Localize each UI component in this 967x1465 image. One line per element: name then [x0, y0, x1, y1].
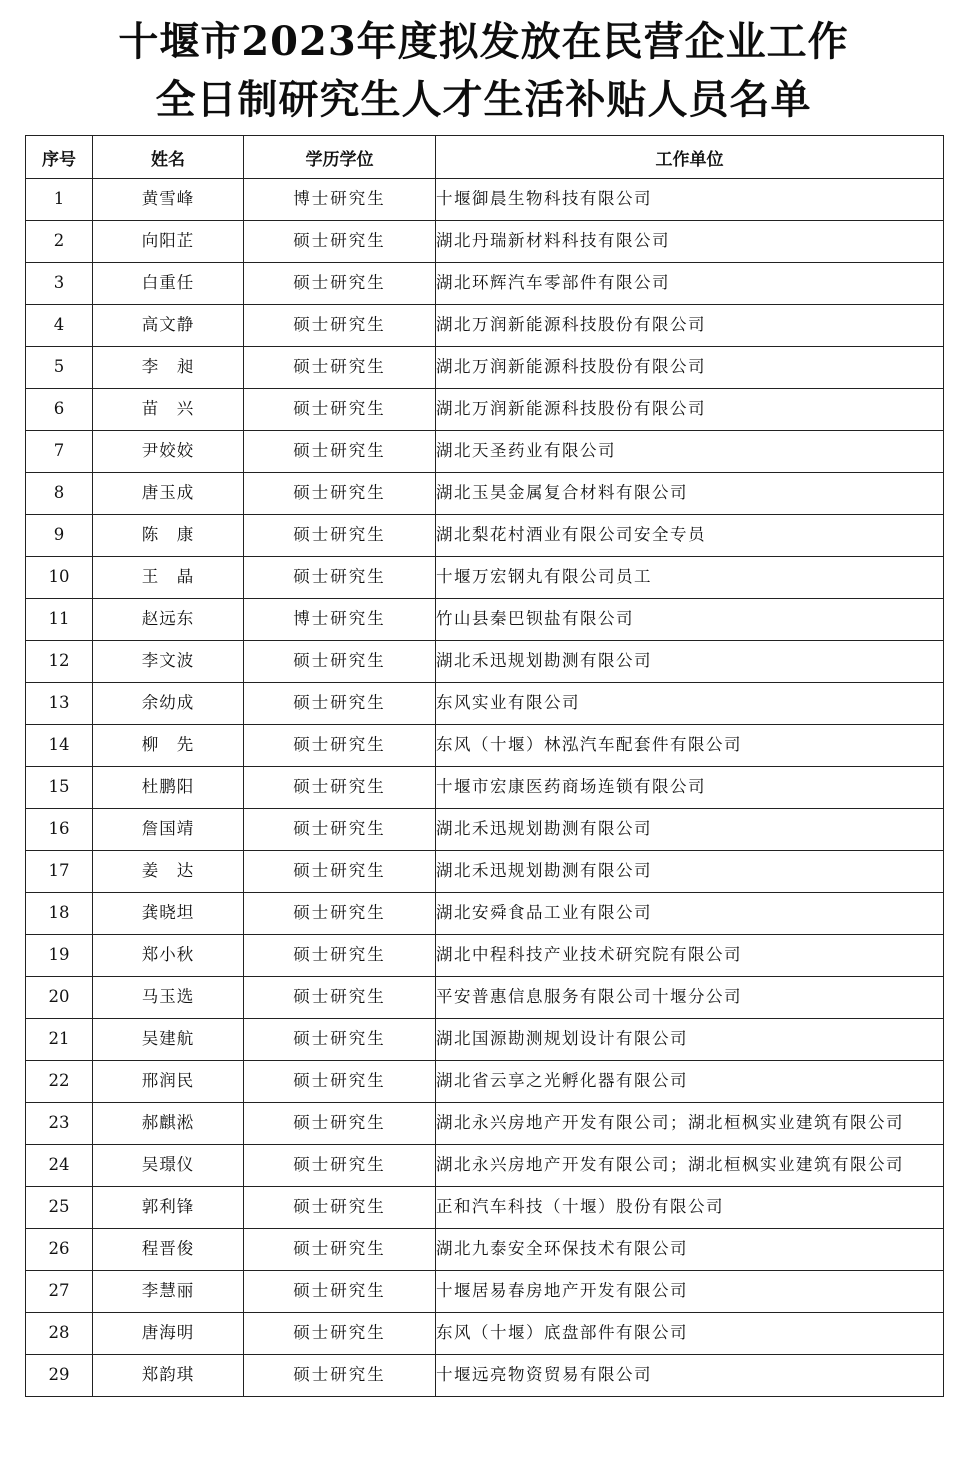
serial-number-cell: 22 — [26, 1061, 93, 1103]
name-cell: 唐海明 — [93, 1313, 244, 1355]
serial-number-cell: 8 — [26, 473, 93, 515]
serial-number-cell: 16 — [26, 809, 93, 851]
serial-number-cell: 5 — [26, 347, 93, 389]
degree-cell: 硕士研究生 — [244, 767, 436, 809]
table-row — [26, 851, 944, 893]
serial-number-cell: 17 — [26, 851, 93, 893]
serial-number-cell: 9 — [26, 515, 93, 557]
table-row — [26, 1313, 944, 1355]
name-cell: 李慧丽 — [93, 1271, 244, 1313]
serial-number-cell: 6 — [26, 389, 93, 431]
degree-cell: 硕士研究生 — [244, 1019, 436, 1061]
employer-cell: 湖北丹瑞新材料科技有限公司 — [436, 221, 944, 263]
employer-cell: 湖北禾迅规划勘测有限公司 — [436, 641, 944, 683]
degree-cell: 硕士研究生 — [244, 389, 436, 431]
document-title-line-1: 十堰市2023年度拟发放在民营企业工作 — [118, 18, 849, 65]
name-cell: 郑小秋 — [93, 935, 244, 977]
serial-number-cell: 20 — [26, 977, 93, 1019]
degree-cell: 硕士研究生 — [244, 263, 436, 305]
name-cell: 黄雪峰 — [93, 179, 244, 221]
table-row — [26, 683, 944, 725]
name-cell: 尹姣姣 — [93, 431, 244, 473]
serial-number-cell: 13 — [26, 683, 93, 725]
table-row — [26, 305, 944, 347]
employer-cell: 竹山县秦巴钡盐有限公司 — [436, 599, 944, 641]
header-serial-number: 序号 — [26, 136, 93, 179]
employer-cell: 湖北万润新能源科技股份有限公司 — [436, 305, 944, 347]
table-row — [26, 389, 944, 431]
recipient-table — [25, 135, 944, 1397]
serial-number-cell: 28 — [26, 1313, 93, 1355]
table-row — [26, 767, 944, 809]
serial-number-cell: 19 — [26, 935, 93, 977]
table-row — [26, 893, 944, 935]
header-name: 姓名 — [93, 136, 244, 179]
serial-number-cell: 1 — [26, 179, 93, 221]
name-cell: 陈 康 — [93, 515, 244, 557]
name-cell: 李 昶 — [93, 347, 244, 389]
employer-cell: 正和汽车科技（十堰）股份有限公司 — [436, 1187, 944, 1229]
table-row — [26, 1229, 944, 1271]
degree-cell: 硕士研究生 — [244, 557, 436, 599]
employer-cell: 湖北禾迅规划勘测有限公司 — [436, 851, 944, 893]
name-cell: 李文波 — [93, 641, 244, 683]
serial-number-cell: 24 — [26, 1145, 93, 1187]
name-cell: 詹国靖 — [93, 809, 244, 851]
name-cell: 程晋俊 — [93, 1229, 244, 1271]
table-row — [26, 263, 944, 305]
table-row — [26, 599, 944, 641]
serial-number-cell: 12 — [26, 641, 93, 683]
table-row — [26, 725, 944, 767]
employer-cell: 湖北省云享之光孵化器有限公司 — [436, 1061, 944, 1103]
degree-cell: 硕士研究生 — [244, 1145, 436, 1187]
degree-cell: 硕士研究生 — [244, 347, 436, 389]
table-row — [26, 179, 944, 221]
name-cell: 向阳芷 — [93, 221, 244, 263]
table-body — [26, 179, 944, 1397]
employer-cell: 湖北万润新能源科技股份有限公司 — [436, 347, 944, 389]
table-row — [26, 1061, 944, 1103]
name-cell: 郝麒淞 — [93, 1103, 244, 1145]
table-row — [26, 809, 944, 851]
table-row — [26, 1019, 944, 1061]
degree-cell: 硕士研究生 — [244, 473, 436, 515]
employer-cell: 东风实业有限公司 — [436, 683, 944, 725]
employer-cell: 湖北永兴房地产开发有限公司；湖北桓枫实业建筑有限公司 — [436, 1103, 944, 1145]
degree-cell: 硕士研究生 — [244, 221, 436, 263]
degree-cell: 硕士研究生 — [244, 515, 436, 557]
serial-number-cell: 23 — [26, 1103, 93, 1145]
table-row — [26, 515, 944, 557]
name-cell: 高文静 — [93, 305, 244, 347]
name-cell: 王 晶 — [93, 557, 244, 599]
employer-cell: 十堰市宏康医药商场连锁有限公司 — [436, 767, 944, 809]
degree-cell: 硕士研究生 — [244, 725, 436, 767]
serial-number-cell: 2 — [26, 221, 93, 263]
employer-cell: 十堰万宏钢丸有限公司员工 — [436, 557, 944, 599]
serial-number-cell: 7 — [26, 431, 93, 473]
degree-cell: 硕士研究生 — [244, 893, 436, 935]
degree-cell: 硕士研究生 — [244, 305, 436, 347]
degree-cell: 硕士研究生 — [244, 1103, 436, 1145]
degree-cell: 硕士研究生 — [244, 1061, 436, 1103]
degree-cell: 硕士研究生 — [244, 1355, 436, 1397]
name-cell: 苗 兴 — [93, 389, 244, 431]
employer-cell: 湖北九泰安全环保技术有限公司 — [436, 1229, 944, 1271]
employer-cell: 湖北中程科技产业技术研究院有限公司 — [436, 935, 944, 977]
name-cell: 吴建航 — [93, 1019, 244, 1061]
name-cell: 白重任 — [93, 263, 244, 305]
employer-cell: 湖北国源勘测规划设计有限公司 — [436, 1019, 944, 1061]
name-cell: 唐玉成 — [93, 473, 244, 515]
employer-cell: 湖北禾迅规划勘测有限公司 — [436, 809, 944, 851]
employer-cell: 湖北梨花村酒业有限公司安全专员 — [436, 515, 944, 557]
name-cell: 邢润民 — [93, 1061, 244, 1103]
table-row — [26, 1271, 944, 1313]
name-cell: 赵远东 — [93, 599, 244, 641]
degree-cell: 硕士研究生 — [244, 1313, 436, 1355]
table-row — [26, 641, 944, 683]
name-cell: 龚晓坦 — [93, 893, 244, 935]
employer-cell: 东风（十堰）底盘部件有限公司 — [436, 1313, 944, 1355]
table-row — [26, 347, 944, 389]
name-cell: 柳 先 — [93, 725, 244, 767]
name-cell: 马玉选 — [93, 977, 244, 1019]
header-degree: 学历学位 — [244, 136, 436, 179]
employer-cell: 湖北玉昊金属复合材料有限公司 — [436, 473, 944, 515]
employer-cell: 湖北永兴房地产开发有限公司；湖北桓枫实业建筑有限公司 — [436, 1145, 944, 1187]
table-row — [26, 431, 944, 473]
serial-number-cell: 15 — [26, 767, 93, 809]
table-row — [26, 1145, 944, 1187]
employer-cell: 十堰远亮物资贸易有限公司 — [436, 1355, 944, 1397]
table-row — [26, 977, 944, 1019]
serial-number-cell: 11 — [26, 599, 93, 641]
document-title-line-2: 全日制研究生人才生活补贴人员名单 — [155, 76, 812, 123]
header-employer: 工作单位 — [436, 136, 944, 179]
name-cell: 杜鹏阳 — [93, 767, 244, 809]
serial-number-cell: 10 — [26, 557, 93, 599]
degree-cell: 硕士研究生 — [244, 809, 436, 851]
degree-cell: 硕士研究生 — [244, 1271, 436, 1313]
degree-cell: 硕士研究生 — [244, 641, 436, 683]
degree-cell: 硕士研究生 — [244, 935, 436, 977]
serial-number-cell: 25 — [26, 1187, 93, 1229]
employer-cell: 十堰御晨生物科技有限公司 — [436, 179, 944, 221]
employer-cell: 湖北安舜食品工业有限公司 — [436, 893, 944, 935]
table-row — [26, 1355, 944, 1397]
employer-cell: 东风（十堰）林泓汽车配套件有限公司 — [436, 725, 944, 767]
serial-number-cell: 4 — [26, 305, 93, 347]
name-cell: 郭利锋 — [93, 1187, 244, 1229]
employer-cell: 湖北环辉汽车零部件有限公司 — [436, 263, 944, 305]
degree-cell: 硕士研究生 — [244, 851, 436, 893]
employer-cell: 平安普惠信息服务有限公司十堰分公司 — [436, 977, 944, 1019]
serial-number-cell: 26 — [26, 1229, 93, 1271]
name-cell: 郑韵琪 — [93, 1355, 244, 1397]
serial-number-cell: 3 — [26, 263, 93, 305]
degree-cell: 硕士研究生 — [244, 683, 436, 725]
name-cell: 姜 达 — [93, 851, 244, 893]
serial-number-cell: 29 — [26, 1355, 93, 1397]
name-cell: 余幼成 — [93, 683, 244, 725]
degree-cell: 博士研究生 — [244, 599, 436, 641]
table-row — [26, 473, 944, 515]
table-header-row — [26, 136, 944, 179]
degree-cell: 硕士研究生 — [244, 977, 436, 1019]
table-row — [26, 221, 944, 263]
degree-cell: 硕士研究生 — [244, 431, 436, 473]
employer-cell: 湖北万润新能源科技股份有限公司 — [436, 389, 944, 431]
serial-number-cell: 27 — [26, 1271, 93, 1313]
serial-number-cell: 18 — [26, 893, 93, 935]
table-row — [26, 557, 944, 599]
degree-cell: 硕士研究生 — [244, 1187, 436, 1229]
degree-cell: 硕士研究生 — [244, 1229, 436, 1271]
employer-cell: 十堰居易春房地产开发有限公司 — [436, 1271, 944, 1313]
name-cell: 吴璟仪 — [93, 1145, 244, 1187]
employer-cell: 湖北天圣药业有限公司 — [436, 431, 944, 473]
serial-number-cell: 21 — [26, 1019, 93, 1061]
table-row — [26, 1187, 944, 1229]
serial-number-cell: 14 — [26, 725, 93, 767]
degree-cell: 博士研究生 — [244, 179, 436, 221]
table-row — [26, 1103, 944, 1145]
table-row — [26, 935, 944, 977]
